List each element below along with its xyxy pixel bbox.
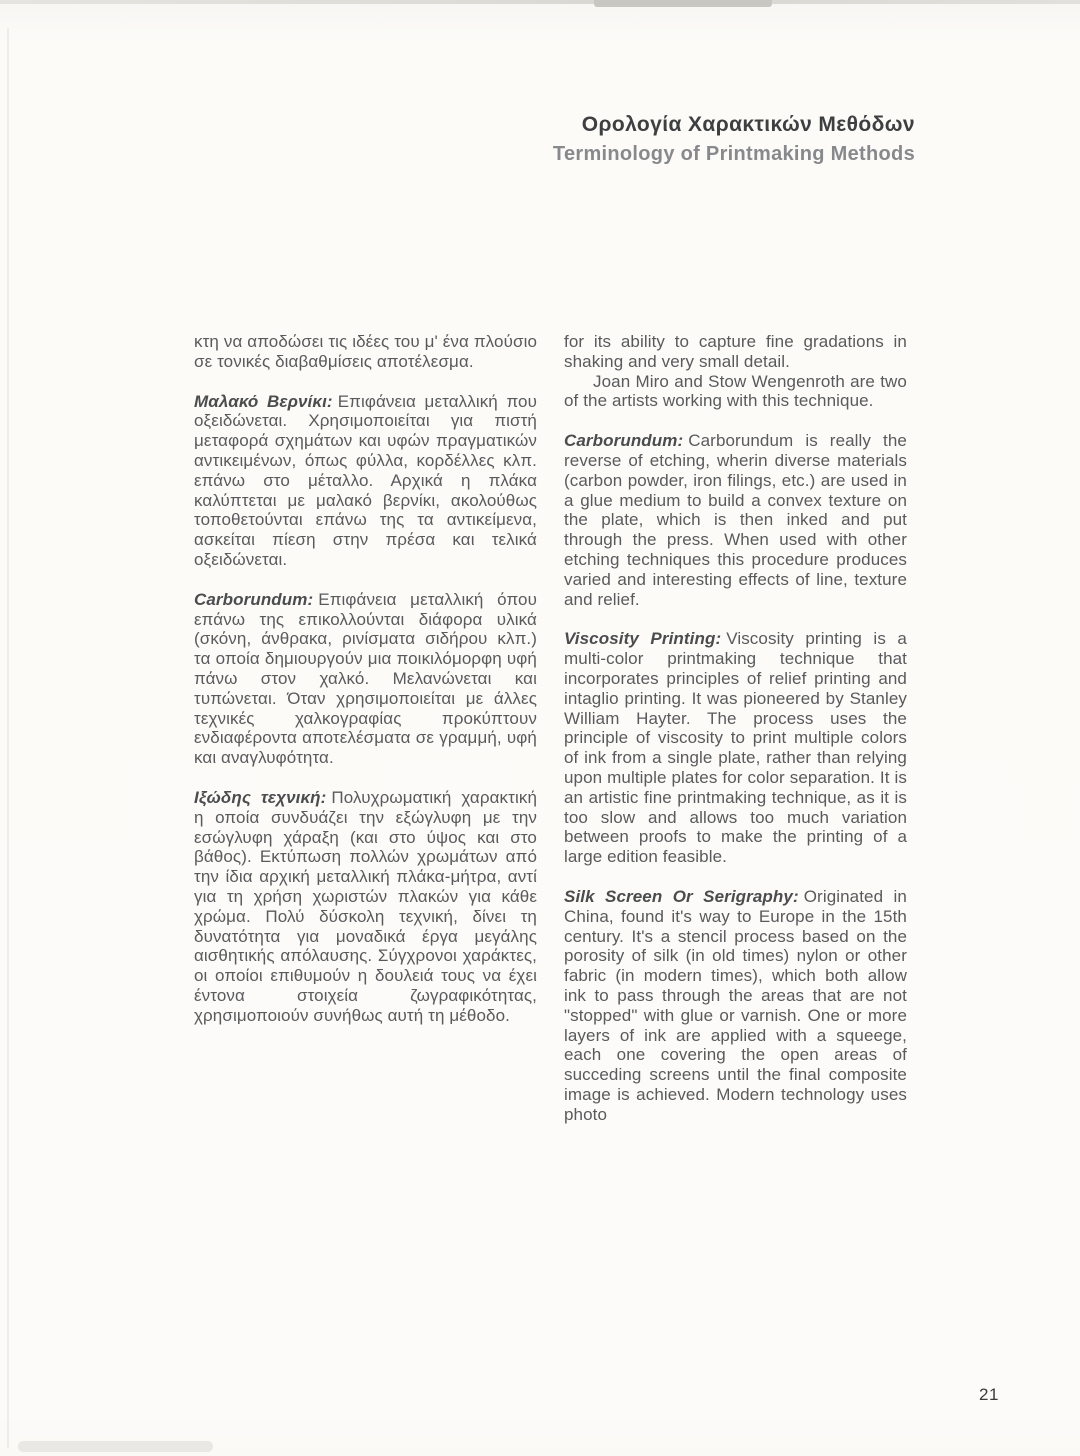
paragraph-text: Viscosity printing is a multi-color printmaking technique that incorporates principles of relief printing and intaglio printing. It was pioneered by Stanley William Hayter. The process uses the principle of viscosity to print multiple colors of ink from a single plate, rather than relying upon multiple plates for color separation. It is an artistic fine printmaking technique, as it is too slow and allows too much variation between proofs to make the printing of a large edition feasible. (564, 629, 907, 867)
scan-edge-left-artifact (7, 28, 9, 1448)
right-column-english (564, 332, 907, 1124)
term-carborundum-greek: Carborundum: (194, 589, 314, 609)
page-header (553, 112, 915, 166)
right-paragraph-silk-screen (564, 887, 907, 1125)
left-paragraph-continuation (194, 332, 537, 372)
term-ixodis-texniki: Ιξώδης τεχνική: (194, 787, 327, 807)
two-column-text-body (194, 332, 907, 1124)
paragraph-text: Joan Miro and Stow Wengenroth are two of the artists working with this technique. (564, 371, 907, 411)
scan-smudge-bottom-artifact (18, 1441, 213, 1452)
left-paragraph-soft-ground (194, 392, 537, 570)
right-paragraph-continuation (564, 332, 907, 372)
scan-edge-top-artifact (0, 0, 1080, 4)
right-paragraph-viscosity-printing (564, 629, 907, 867)
paragraph-text: κτη να αποδώσει τις ιδέες του μ' ένα πλούσιο σε τονικές διαβαθμίσεις αποτέλεσμα. (194, 332, 537, 371)
left-paragraph-carborundum (194, 590, 537, 768)
term-viscosity-printing: Viscosity Printing: (564, 629, 722, 649)
page-number: 21 (979, 1385, 999, 1404)
scan-edge-top-dark-artifact (594, 0, 772, 7)
paragraph-text: Carborundum is really the reverse of etching, wherin diverse materials (carbon powder, iron filings, etc.) are used in a glue medium to build a convex texture on the plate, which is then inked and put through the press. When used with other etching techniques this procedure produces varied and interesting effects of line, texture and relief. (564, 431, 907, 609)
paragraph-text: Επιφάνεια μεταλλική όπου επάνω της επικολλούνται διάφορα υλικά (σκόνη, άνθρακα, ρινίσματα σιδήρου κλπ.) τα οποία δημιουργούν μια ποικιλόμορφη υφή πάνω στον χαλκό. Μελανώνεται και τυπώνεται. Όταν χρησιμοποιείται με άλλες τεχνικές χαλκογραφίας προκύπτουν ενδιαφέροντα αποτελέσματα σε γραμμή, υφή και αναγλυφότητα. (194, 589, 537, 768)
right-paragraph-artists (564, 372, 907, 412)
paragraph-text: Originated in China, found it's way to Europe in the 15th century. It's a stencil process based on the porosity of silk (in old times) nylon or other fabric (in modern times), which both allow ink to pass through the areas that are not "stopped" with glue or varnish. One or more layers of ink are applied with a squeege, each one covering the open areas of succeding screens until the final composite image is achieved. Modern technology uses photo (564, 886, 907, 1124)
term-malako-verniki: Μαλακό Βερνίκι: (194, 391, 333, 411)
paragraph-text: Πολυχρωματική χαρακτική η οποία συνδυάζει την εξώγλυφη με την εσώγλυφη χάραξη (και στο ύψος και στο βάθος). Εκτύπωση πολλών χρωμάτων από την ίδια αρχική μεταλλική πλάκα-μήτρα, αντί για τη χρήση χωριστών πλακών για κάθε χρώμα. Πολύ δύσκολη τεχνική, δίνει τη δυνατότητα για μοναδικά έργα μεγάλης αισθητικής απόλαυσης. Σύγχρονοι χαράκτες, οι οποίοι επιθυμούν η δουλειά τους να έχει έντονα στοιχεία ζωγραφικότητας, χρησιμοποιούν συνήθως αυτή τη μέθοδο. (194, 787, 537, 1025)
paragraph-text: Επιφάνεια μεταλλική που οξειδώνεται. Χρησιμοποιείται για πιστή μεταφορά σχημάτων και υφών πραγματικών αντικειμένων, όπως φύλλα, κορδέλλες κλπ. επάνω στο μέταλλο. Αρχικά η πλάκα καλύπτεται με μαλακό βερνίκι, ακολούθως τοποθετούνται επάνω της τα αντικείμενα, ασκείται πίεση στην πρέσα και τελικά οξειδώνεται. (194, 391, 537, 569)
paragraph-text: for its ability to capture fine gradations in shaking and very small detail. (564, 332, 907, 371)
page-title-english: Terminology of Printmaking Methods (552, 143, 915, 165)
left-paragraph-viscosity (194, 788, 537, 1026)
right-paragraph-carborundum (564, 431, 907, 609)
left-column-greek (194, 332, 537, 1124)
page-title-greek: Ορολογία Χαρακτικών Μεθόδων (581, 113, 915, 136)
term-silk-screen-serigraphy: Silk Screen Or Serigraphy: (564, 886, 799, 906)
term-carborundum-english: Carborundum: (564, 431, 684, 451)
